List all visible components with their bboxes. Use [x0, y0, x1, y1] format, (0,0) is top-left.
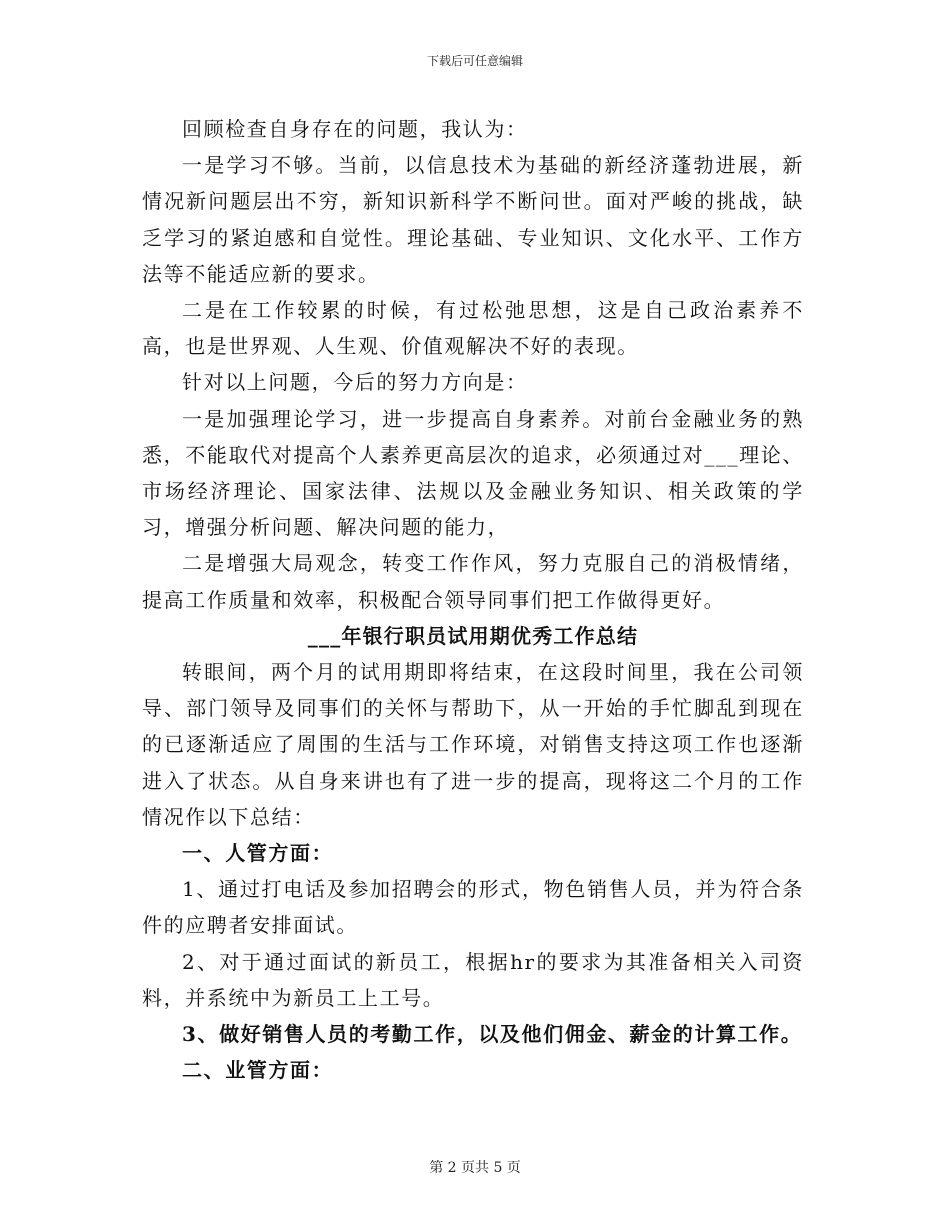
- paragraph-personnel-item-2: 2、对于通过面试的新员工，根据hr的要求为其准备相关入司资料，并系统中为新员工上工号。: [142, 949, 804, 1010]
- paragraph-personnel-item-3: 3、做好销售人员的考勤工作，以及他们佣金、薪金的计算工作。: [182, 1022, 803, 1047]
- section-title: ___年银行职员试用期优秀工作总结: [307, 623, 639, 648]
- paragraph-summary-intro: 转眼间，两个月的试用期即将结束，在这段时间里，我在公司领导、部门领导及同事们的关怀与帮助下，从一开始的手忙脚乱到现在的已逐渐适应了周围的生活与工作环境，对销售支持这项工作也逐渐进入了状态。从自身来讲也有了进一步的提高，现将这二个月的工作情况作以下总结：: [142, 660, 804, 829]
- paragraph-problem-one: 一是学习不够。当前，以信息技术为基础的新经济蓬勃进展，新情况新问题层出不穷，新知识新科学不断问世。面对严峻的挑战，缺乏学习的紧迫感和自觉性。理论基础、专业知识、文化水平、工作方法等不能适应新的要求。: [142, 153, 804, 286]
- paragraph-problem-two: 二是在工作较累的时候，有过松弛思想，这是自己政治素养不高，也是世界观、人生观、价值观解决不好的表现。: [142, 298, 804, 359]
- heading-business-management: 二、业管方面：: [182, 1058, 334, 1083]
- document-body: [142, 111, 804, 1088]
- page-footer: 第 2 页共 5 页: [429, 1160, 521, 1176]
- paragraph-direction-two: 二是增强大局观念，转变工作作风，努力克服自己的消极情绪，提高工作质量和效率，积极配合领导同事们把工作做得更好。: [142, 551, 804, 612]
- paragraph-direction-intro: 针对以上问题，今后的努力方向是：: [182, 370, 528, 395]
- heading-personnel-management: 一、人管方面：: [182, 841, 334, 866]
- page-header: 下载后可任意编辑: [426, 54, 523, 68]
- paragraph-direction-one: 一是加强理论学习，进一步提高自身素养。对前台金融业务的熟悉，不能取代对提高个人素养更高层次的追求，必须通过对___理论、市场经济理论、国家法律、法规以及金融业务知识、相关政策的学习，增强分析问题、解决问题的能力，: [142, 406, 804, 540]
- paragraph-review-intro: 回顾检查自身存在的问题，我认为：: [182, 117, 528, 141]
- paragraph-personnel-item-1: 1、通过打电话及参加招聘会的形式，物色销售人员，并为符合条件的应聘者安排面试。: [142, 877, 804, 938]
